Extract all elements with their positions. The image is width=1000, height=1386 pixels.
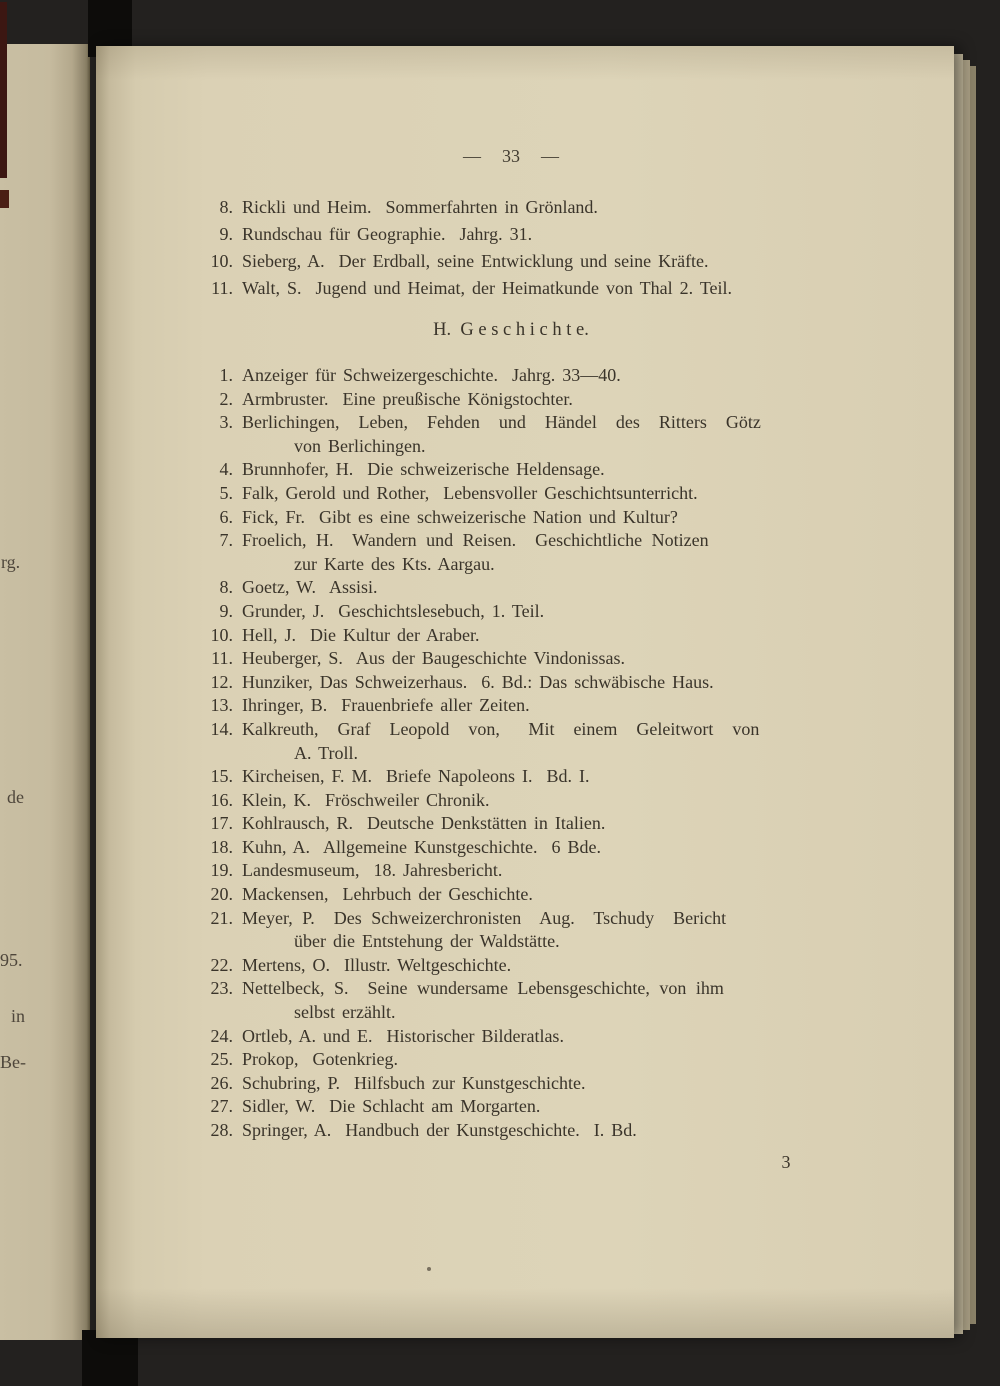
entry-text — [242, 364, 808, 388]
ink-speck — [427, 1267, 431, 1271]
margin-text-fragment: Be- — [0, 1052, 26, 1072]
list-item — [208, 954, 808, 978]
list-item — [208, 275, 808, 302]
entry-text — [242, 859, 808, 883]
entry-number: 14. — [210, 718, 233, 739]
entry-line: Schubring, P. Hilfsbuch zur Kunstgeschichte. — [242, 1072, 586, 1093]
entry-text — [242, 671, 808, 695]
entry-text — [242, 1095, 808, 1119]
entry-text — [242, 718, 808, 765]
entry-line: Hell, J. Die Kultur der Araber. — [242, 624, 480, 645]
entry-text — [242, 458, 808, 482]
entry-line: Landesmuseum, 18. Jahresbericht. — [242, 860, 503, 881]
list-item — [208, 1072, 808, 1096]
entry-number: 10. — [210, 624, 233, 645]
entry-line: Kalkreuth, Graf Leopold von, Mit einem Geleitwort von — [242, 718, 760, 739]
entry-text — [242, 221, 808, 248]
entry-text — [242, 1025, 808, 1049]
entry-number: 16. — [210, 789, 233, 810]
margin-text-fragment: 95. — [0, 950, 23, 970]
list-item — [208, 1048, 808, 1072]
entry-text — [242, 529, 808, 576]
entry-continuation-line: über die Entstehung der Waldstätte. — [294, 931, 560, 952]
entry-number: 5. — [219, 482, 233, 503]
list-item — [208, 600, 808, 624]
list-item — [208, 194, 808, 221]
list-item — [208, 789, 808, 813]
entry-number: 26. — [210, 1072, 233, 1093]
entry-line: Kohlrausch, R. Deutsche Denkstätten in Italien. — [242, 813, 606, 834]
entry-line: Ihringer, B. Frauenbriefe aller Zeiten. — [242, 695, 530, 716]
binding-ribbon-bottom — [82, 1330, 138, 1386]
entry-text — [242, 482, 808, 506]
entry-line: Mertens, O. Illustr. Weltgeschichte. — [242, 954, 512, 975]
list-item — [208, 883, 808, 907]
entry-line: Rickli und Heim. Sommerfahrten in Grönland. — [242, 197, 598, 217]
entry-line: Kircheisen, F. M. Briefe Napoleons I. Bd. I. — [242, 766, 590, 787]
entry-line: Froelich, H. Wandern und Reisen. Geschichtliche Notizen — [242, 530, 709, 551]
entry-text — [242, 954, 808, 978]
page-stack-edge — [963, 60, 970, 1330]
entry-text — [242, 600, 808, 624]
list-item — [208, 718, 808, 765]
entry-number: 9. — [219, 224, 233, 244]
entry-text — [242, 765, 808, 789]
entry-line: Kuhn, A. Allgemeine Kunstgeschichte. 6 Bde. — [242, 836, 601, 857]
page-number-header: — 33 — — [463, 146, 559, 166]
list-item — [208, 248, 808, 275]
entry-text — [242, 576, 808, 600]
red-edge-mark — [0, 190, 9, 208]
list-item — [208, 1095, 808, 1119]
entry-continuation-line: von Berlichingen. — [294, 435, 426, 456]
entry-line: Fick, Fr. Gibt es eine schweizerische Nation und Kultur? — [242, 506, 678, 527]
entry-text — [242, 1072, 808, 1096]
entry-line: Goetz, W. Assisi. — [242, 577, 378, 598]
list-item — [208, 977, 808, 1024]
entry-number: 24. — [210, 1025, 233, 1046]
list-item — [208, 694, 808, 718]
entry-number: 6. — [219, 506, 233, 527]
entry-line: Prokop, Gotenkrieg. — [242, 1049, 398, 1070]
entry-text — [242, 388, 808, 412]
entry-text — [242, 883, 808, 907]
entry-line: Sieberg, A. Der Erdball, seine Entwicklung und seine Kräfte. — [242, 251, 709, 271]
entry-number: 19. — [210, 860, 233, 881]
entry-line: Heuberger, S. Aus der Baugeschichte Vindonissas. — [242, 648, 625, 669]
entry-line: Brunnhofer, H. Die schweizerische Heldensage. — [242, 459, 605, 480]
entry-number: 4. — [219, 459, 233, 480]
entry-text — [242, 907, 808, 954]
entry-number: 7. — [219, 530, 233, 551]
book-page — [96, 46, 954, 1338]
list-item — [208, 1119, 808, 1143]
entry-number: 3. — [219, 412, 233, 433]
page-number-footer: 3 — [781, 1152, 791, 1172]
entry-line: Anzeiger für Schweizergeschichte. Jahrg. 33—40. — [242, 365, 621, 385]
entry-number: 8. — [219, 197, 233, 217]
entry-number: 27. — [210, 1096, 233, 1117]
list-item — [208, 812, 808, 836]
margin-text-fragment: in — [11, 1006, 26, 1026]
entry-text — [242, 248, 808, 275]
entry-text — [242, 1048, 808, 1072]
entry-number: 13. — [210, 695, 233, 716]
list-item — [208, 506, 808, 530]
list-item — [208, 411, 808, 458]
entry-line: Berlichingen, Leben, Fehden und Händel des Ritters Götz — [242, 412, 761, 433]
entry-text — [242, 411, 808, 458]
page-stack-edge — [954, 54, 963, 1334]
entry-number: 10. — [210, 251, 233, 271]
book-list-top — [208, 194, 808, 302]
list-item — [208, 836, 808, 860]
entry-line: Meyer, P. Des Schweizerchronisten Aug. Tschudy Bericht — [242, 907, 727, 928]
list-item — [208, 482, 808, 506]
entry-line: Ortleb, A. und E. Historischer Bilderatlas. — [242, 1025, 564, 1046]
adjacent-page-edge — [0, 44, 90, 1340]
entry-number: 11. — [211, 648, 233, 669]
list-item — [208, 859, 808, 883]
book-list-geschichte — [208, 364, 808, 1143]
list-item — [208, 221, 808, 248]
entry-continuation-line: A. Troll. — [294, 742, 359, 763]
entry-text — [242, 624, 808, 648]
entry-number: 23. — [210, 978, 233, 999]
page-stack-edge — [970, 66, 976, 1324]
list-item — [208, 364, 808, 388]
entry-line: Nettelbeck, S. Seine wundersame Lebensgeschichte, von ihm — [242, 978, 724, 999]
entry-number: 18. — [210, 836, 233, 857]
entry-line: Mackensen, Lehrbuch der Geschichte. — [242, 884, 533, 905]
list-item — [208, 765, 808, 789]
entry-number: 25. — [210, 1049, 233, 1070]
entry-line: Walt, S. Jugend und Heimat, der Heimatkunde von Thal 2. Teil. — [242, 278, 733, 298]
entry-text — [242, 789, 808, 813]
entry-text — [242, 977, 808, 1024]
entry-text — [242, 836, 808, 860]
entry-line: Falk, Gerold und Rother, Lebensvoller Geschichtsunterricht. — [242, 482, 698, 503]
list-item — [208, 624, 808, 648]
list-item — [208, 907, 808, 954]
entry-text — [242, 506, 808, 530]
entry-text — [242, 275, 808, 302]
entry-text — [242, 647, 808, 671]
red-edge-mark — [0, 2, 7, 178]
list-item — [208, 671, 808, 695]
list-item — [208, 458, 808, 482]
entry-line: Hunziker, Das Schweizerhaus. 6. Bd.: Das schwäbische Haus. — [242, 671, 714, 692]
entry-number: 2. — [219, 388, 233, 409]
entry-line: Klein, K. Fröschweiler Chronik. — [242, 789, 490, 810]
entry-number: 28. — [210, 1120, 233, 1140]
entry-continuation-line: zur Karte des Kts. Aargau. — [294, 553, 495, 574]
entry-text — [242, 194, 808, 221]
entry-line: Springer, A. Handbuch der Kunstgeschichte. I. Bd. — [242, 1120, 637, 1140]
section-heading: H. G e s c h i c h t e. — [433, 320, 589, 340]
list-item — [208, 576, 808, 600]
entry-text — [242, 694, 808, 718]
entry-number: 8. — [219, 577, 233, 598]
entry-number: 9. — [219, 600, 233, 621]
entry-number: 22. — [210, 954, 233, 975]
entry-line: Sidler, W. Die Schlacht am Morgarten. — [242, 1096, 541, 1117]
margin-text-fragment: de — [7, 787, 24, 807]
entry-number: 12. — [210, 671, 233, 692]
entry-line: Rundschau für Geographie. Jahrg. 31. — [242, 224, 533, 244]
list-item — [208, 529, 808, 576]
entry-number: 15. — [210, 766, 233, 787]
entry-number: 21. — [210, 907, 233, 928]
entry-number: 11. — [211, 278, 233, 298]
list-item — [208, 647, 808, 671]
entry-line: Grunder, J. Geschichtslesebuch, 1. Teil. — [242, 600, 545, 621]
entry-text — [242, 1119, 808, 1143]
list-item — [208, 1025, 808, 1049]
entry-line: Armbruster. Eine preußische Königstochter. — [242, 388, 573, 409]
entry-number: 17. — [210, 813, 233, 834]
entry-continuation-line: selbst erzählt. — [294, 1002, 396, 1023]
list-item — [208, 388, 808, 412]
margin-text-fragment: rg. — [1, 552, 21, 572]
entry-text — [242, 812, 808, 836]
entry-number: 1. — [219, 365, 233, 385]
entry-number: 20. — [210, 884, 233, 905]
